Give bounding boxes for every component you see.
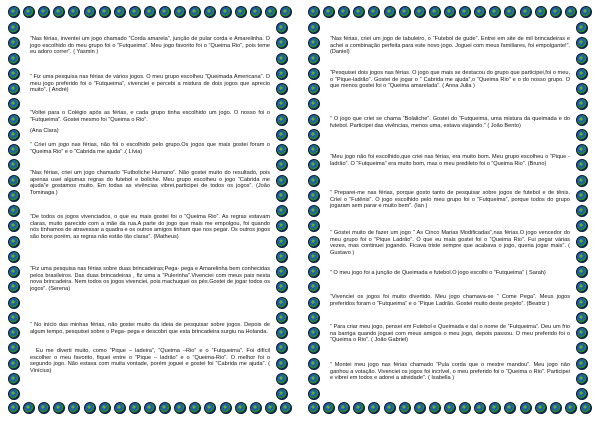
globe-bead-icon — [276, 266, 288, 278]
globe-bead-icon — [520, 402, 532, 414]
globe-bead-icon — [308, 205, 320, 217]
globe-bead-icon — [399, 6, 411, 18]
globe-bead-icon — [159, 402, 171, 414]
globe-bead-icon — [576, 53, 588, 65]
globe-bead-icon — [338, 6, 350, 18]
globe-bead-icon — [576, 114, 588, 126]
globe-bead-icon — [8, 22, 20, 34]
globe-bead-icon — [8, 37, 20, 49]
globe-bead-icon — [8, 159, 20, 171]
globe-bead-icon — [384, 6, 396, 18]
globe-bead-icon — [576, 144, 588, 156]
globe-bead-icon — [8, 266, 20, 278]
paragraph-livia: “ Criei um jogo nas férias, não foi o escolhido pelo grupo.Os jogos que mais gostei foram o “Queima Rio” e o “Cabrida me ajuda” .( Lívia) — [30, 142, 270, 155]
globe-bead-icon — [189, 402, 201, 414]
globe-bead-icon — [276, 220, 288, 232]
right-page — [300, 0, 600, 424]
globe-bead-icon — [308, 297, 320, 309]
globe-bead-icon — [308, 53, 320, 65]
globe-bead-icon — [204, 6, 216, 18]
globe-bead-icon — [8, 402, 20, 414]
globe-bead-icon — [276, 144, 288, 156]
globe-bead-icon — [220, 6, 232, 18]
globe-bead-icon — [8, 281, 20, 293]
globe-bead-icon — [53, 6, 65, 18]
paragraph-joao-tominaga: “Nas férias, criei um jogo chamado “Futboliche Humano”. Não gostei muito do resultado, pois apenas usei algumas regras do futebol e boliche. Meu grupo escolheu o jogo “Cabrida me ajuda”e gostamos muito. Em todas as vivências vibrei,participei de todos os jogos”. (João Tominaga ) — [30, 170, 270, 196]
globe-bead-icon — [550, 402, 562, 414]
globe-bead-icon — [535, 402, 547, 414]
paragraph-joao-gabriel: “ Para criar meu jogo, pensei em Futebol e Queimada e daí o nome de “Futqueima”. Deu um frio na barriga quando joguei com meus amigos o meu jogo, depois passou. O meu preferido foi o “Queima o Rio”. ( João Gabriel) — [330, 324, 570, 344]
globe-bead-icon — [308, 266, 320, 278]
globe-bead-icon — [276, 37, 288, 49]
globe-bead-icon — [8, 373, 20, 385]
globe-bead-icon — [459, 402, 471, 414]
globe-bead-icon — [323, 402, 335, 414]
right-bead-border — [576, 22, 592, 400]
globe-bead-icon — [576, 312, 588, 324]
globe-bead-icon — [308, 98, 320, 110]
globe-bead-icon — [576, 190, 588, 202]
globe-bead-icon — [68, 402, 80, 414]
globe-bead-icon — [276, 53, 288, 65]
globe-bead-icon — [276, 98, 288, 110]
globe-bead-icon — [308, 373, 320, 385]
globe-bead-icon — [276, 358, 288, 370]
globe-bead-icon — [8, 175, 20, 187]
globe-bead-icon — [338, 402, 350, 414]
globe-bead-icon — [174, 6, 186, 18]
globe-bead-icon — [8, 205, 20, 217]
globe-bead-icon — [308, 402, 320, 414]
globe-bead-icon — [235, 402, 247, 414]
globe-bead-icon — [276, 251, 288, 263]
globe-bead-icon — [68, 6, 80, 18]
globe-bead-icon — [276, 175, 288, 187]
globe-bead-icon — [220, 402, 232, 414]
left-bead-border — [8, 22, 24, 400]
globe-bead-icon — [174, 402, 186, 414]
globe-bead-icon — [576, 68, 588, 80]
globe-bead-icon — [144, 6, 156, 18]
globe-bead-icon — [276, 312, 288, 324]
globe-bead-icon — [576, 358, 588, 370]
globe-bead-icon — [353, 6, 365, 18]
globe-bead-icon — [276, 159, 288, 171]
globe-bead-icon — [8, 236, 20, 248]
globe-bead-icon — [8, 297, 20, 309]
globe-bead-icon — [84, 402, 96, 414]
globe-bead-icon — [489, 6, 501, 18]
top-bead-border — [8, 6, 292, 22]
globe-bead-icon — [384, 402, 396, 414]
globe-bead-icon — [368, 6, 380, 18]
globe-bead-icon — [308, 68, 320, 80]
globe-bead-icon — [308, 342, 320, 354]
globe-bead-icon — [444, 6, 456, 18]
globe-bead-icon — [489, 402, 501, 414]
globe-bead-icon — [129, 402, 141, 414]
globe-bead-icon — [414, 402, 426, 414]
globe-bead-icon — [576, 98, 588, 110]
globe-bead-icon — [323, 6, 335, 18]
paragraph-anna-julia: “Pesquisei dois jogos nas férias. O jogo que mais se destacou do grupo que participei,foi o meu, o “Pique-ladrão”. Gostei de jogar o “ Cabrida me ajuda”,o “Queima Rio” e o do nosso grupo. O que menos gostei foi o “Queima amarelada”. ( Anna Julia ) — [330, 70, 570, 90]
globe-bead-icon — [308, 37, 320, 49]
globe-bead-icon — [276, 297, 288, 309]
globe-bead-icon — [580, 402, 592, 414]
globe-bead-icon — [276, 190, 288, 202]
globe-bead-icon — [308, 83, 320, 95]
globe-bead-icon — [550, 6, 562, 18]
globe-bead-icon — [159, 6, 171, 18]
globe-bead-icon — [204, 402, 216, 414]
globe-bead-icon — [308, 6, 320, 18]
globe-bead-icon — [276, 236, 288, 248]
globe-bead-icon — [580, 6, 592, 18]
globe-bead-icon — [576, 83, 588, 95]
left-bead-border — [308, 22, 324, 400]
globe-bead-icon — [520, 6, 532, 18]
globe-bead-icon — [250, 6, 262, 18]
globe-bead-icon — [276, 342, 288, 354]
globe-bead-icon — [8, 129, 20, 141]
globe-bead-icon — [353, 402, 365, 414]
globe-bead-icon — [368, 402, 380, 414]
globe-bead-icon — [8, 342, 20, 354]
globe-bead-icon — [576, 373, 588, 385]
right-bead-border — [276, 22, 292, 400]
paragraph-joao-bento: “ O jogo que criei se chama “Bolaliche”. Gostei do “Futqueima, uma mistura da queimada e do futebol. Participei das vivências, menos uma, estava viajando.” ( João Bento) — [330, 116, 570, 129]
globe-bead-icon — [576, 220, 588, 232]
globe-bead-icon — [308, 220, 320, 232]
paragraph-andre: “ Fiz uma pesquisa nas férias de vários jogos. O meu grupo escolheu “Queimada Americana”. O meu jogo preferido foi o “Futqueima”, vivenciei e percebi a mistura de dois jogos que aprecio muito”. ( André) — [30, 74, 270, 94]
globe-bead-icon — [8, 114, 20, 126]
paragraph-serena: “Fiz uma pesquisa nas férias sobre duas brincadeiras;Pega- pega e Amarelinha bem conhecidas pelos brasileiros. Das duas brincadeiras , fiz uma a “Pulerinha”.Vivenciei com meus pais nesta nova brincadeira. Nem todos os jogos vivenciei, pois machuquei os pés.Gostei de jogar todos os jogos”. (Serena) — [30, 266, 270, 292]
paragraph-yasmin: “Nas férias, inventei um jogo chamado “Corda amarela”, junção de pular corda e Amarelinha. O jogo escolhido do meu grupo foi o “Futqueima”. Meu jogo favorito foi o “Queima Rio”, pois teme eu adoro correr”. ( Yasmin ) — [30, 36, 270, 56]
globe-bead-icon — [38, 6, 50, 18]
globe-bead-icon — [276, 83, 288, 95]
globe-bead-icon — [276, 68, 288, 80]
globe-bead-icon — [235, 6, 247, 18]
bottom-bead-border — [308, 402, 592, 418]
globe-bead-icon — [129, 6, 141, 18]
globe-bead-icon — [308, 388, 320, 400]
globe-bead-icon — [23, 6, 35, 18]
globe-bead-icon — [576, 327, 588, 339]
globe-bead-icon — [276, 205, 288, 217]
globe-bead-icon — [53, 402, 65, 414]
globe-bead-icon — [38, 402, 50, 414]
globe-bead-icon — [308, 190, 320, 202]
paragraph-ian: “ Preparei-me nas férias, porque gosto tanto de pesquisar sobre jogos de futebol e de tênis. Criei o “Futênis”. O jogo escolhido pelo meu grupo foi o “Futqueima”, porque todos do grupo jogaram sem parar e muito bem”. (Ian ) — [330, 190, 570, 210]
globe-bead-icon — [399, 402, 411, 414]
globe-bead-icon — [429, 402, 441, 414]
globe-bead-icon — [144, 402, 156, 414]
globe-bead-icon — [308, 175, 320, 187]
globe-bead-icon — [414, 6, 426, 18]
globe-bead-icon — [276, 281, 288, 293]
globe-bead-icon — [276, 373, 288, 385]
globe-bead-icon — [8, 251, 20, 263]
globe-bead-icon — [276, 114, 288, 126]
paragraph-daniel: “Nas férias, criei um jogo de tabuleiro, o “Futebol de gude”. Entrei em site de mil brincadeiras e achei a combinação perfeita para este novo jogo. Joguei com meus familiares, foi empolgante!”. (Daniel) — [330, 36, 570, 56]
globe-bead-icon — [8, 388, 20, 400]
globe-bead-icon — [8, 327, 20, 339]
globe-bead-icon — [8, 98, 20, 110]
globe-bead-icon — [504, 402, 516, 414]
globe-bead-icon — [23, 402, 35, 414]
globe-bead-icon — [8, 144, 20, 156]
paragraph-vinicius-intro: “ No início das minhas férias, não gostei muito da ideia de pesquisar sobre jogos. Depois de algum tempo, pesquisei sobre o Pega- pega e descobri que esta brincadeira surgiu na Holanda. — [30, 322, 270, 335]
globe-bead-icon — [565, 402, 577, 414]
globe-bead-icon — [535, 6, 547, 18]
globe-bead-icon — [576, 251, 588, 263]
globe-bead-icon — [459, 6, 471, 18]
globe-bead-icon — [84, 6, 96, 18]
globe-bead-icon — [576, 205, 588, 217]
globe-bead-icon — [189, 6, 201, 18]
globe-bead-icon — [308, 159, 320, 171]
globe-bead-icon — [474, 402, 486, 414]
globe-bead-icon — [308, 312, 320, 324]
globe-bead-icon — [576, 37, 588, 49]
globe-bead-icon — [8, 312, 20, 324]
globe-bead-icon — [276, 388, 288, 400]
globe-bead-icon — [308, 129, 320, 141]
globe-bead-icon — [308, 281, 320, 293]
globe-bead-icon — [576, 266, 588, 278]
globe-bead-icon — [576, 22, 588, 34]
globe-bead-icon — [280, 402, 292, 414]
paragraph-beatriz: “Vivenciei os jogos foi muito divertido. Meu jogo chamava-se “ Come Pega”. Meus jogos preferidos foram o “Futqueima” e o “Pique Ladrão. Gostei muito deste projeto”. (Beatriz ) — [330, 294, 570, 307]
globe-bead-icon — [576, 342, 588, 354]
globe-bead-icon — [8, 53, 20, 65]
globe-bead-icon — [276, 327, 288, 339]
globe-bead-icon — [576, 297, 588, 309]
globe-bead-icon — [565, 6, 577, 18]
paragraph-ana-clara: “Voltei para o Colégio após as férias, e cada grupo tinha escolhido um jogo. O nosso foi o “Futqueima”. Gostei mesmo foi “Queima o Rio”. — [30, 110, 270, 123]
paragraph-isabella: “ Montei meu jogo nas férias chamado “Pula corda que o mestre mandou”. Meu jogo não ganhou a votação. Vivenciei os jogos foi incrível, o meu preferido foi o “Queima o Rio”. Participei e vibrei em todos e adorei a atividade”. ( Isabella ) — [330, 362, 570, 382]
globe-bead-icon — [308, 358, 320, 370]
globe-bead-icon — [576, 236, 588, 248]
bottom-bead-border — [8, 402, 292, 418]
left-page-content — [30, 30, 270, 398]
paragraph-bruno: “Meu jogo não foi escolhido,que criei nas férias, era muito bom. Meu grupo escolheu o “Pique - ladrão”. O “Futqueima” era muito bom, mas o meu predileto foi o “Queima Rio”. (Bruno) — [330, 154, 570, 167]
globe-bead-icon — [308, 144, 320, 156]
globe-bead-icon — [308, 22, 320, 34]
globe-bead-icon — [99, 402, 111, 414]
globe-bead-icon — [8, 190, 20, 202]
paragraph-ana-clara-signature: (Ana Clara) — [30, 128, 59, 134]
globe-bead-icon — [576, 388, 588, 400]
globe-bead-icon — [276, 129, 288, 141]
right-page-content — [330, 30, 570, 398]
globe-bead-icon — [576, 175, 588, 187]
globe-bead-icon — [99, 6, 111, 18]
paragraph-gustavo: “ Gostei muito de fazer um jogo “ As Cinco Marias Modificadas”,nas férias.O jogo vencedor do meu grupo foi o “Pique Ladrão”. O que eu mais gostei foi o “Queima Rio”. Fui pegar várias vezes, mas continuei jogando. Ficava triste sempre que acabava o jogo, queria jogar mais”. ( Gustavo ) — [330, 230, 570, 256]
paragraph-vinicius: Eu me diverti muito, como “Pique – ladeira”, “Queima –Rio” e o “Futqueima”. Foi difícil escolher o meu favorito, fiquei entre o “Pique – ladrão” e o “Queima-Rio”. O melhor foi o segundo jogo. Não estava com muita vontade, porém joguei e gostei foi “Cabrida me ajuda”. ( Vinícius) — [30, 348, 270, 374]
globe-bead-icon — [576, 129, 588, 141]
globe-bead-icon — [276, 22, 288, 34]
globe-bead-icon — [474, 6, 486, 18]
paragraph-matheus: “De todos os jogos vivenciados, o que eu mais gostei foi o “Queima Rio”. As regras estavam claras, muito parecido com a mãe da rua.A parte do jogo que mais me empolgou, foi quando nós tínhamos de atravessar a quadra e os outros amigos tinham que nos pegar. Os outros jogos são bons porém, as regras não estão tão claras”. (Matheus) — [30, 214, 270, 240]
globe-bead-icon — [576, 159, 588, 171]
globe-bead-icon — [114, 6, 126, 18]
globe-bead-icon — [8, 358, 20, 370]
globe-bead-icon — [8, 83, 20, 95]
globe-bead-icon — [250, 402, 262, 414]
globe-bead-icon — [8, 68, 20, 80]
globe-bead-icon — [308, 114, 320, 126]
globe-bead-icon — [280, 6, 292, 18]
globe-bead-icon — [265, 6, 277, 18]
globe-bead-icon — [308, 327, 320, 339]
globe-bead-icon — [8, 6, 20, 18]
globe-bead-icon — [265, 402, 277, 414]
globe-bead-icon — [308, 236, 320, 248]
globe-bead-icon — [429, 6, 441, 18]
globe-bead-icon — [444, 402, 456, 414]
paragraph-sarah: “ O meu jogo foi a junção de Queimada e futebol.O jogo escolhi o “Futqueima” ( Sarah) — [330, 270, 546, 276]
globe-bead-icon — [8, 220, 20, 232]
top-bead-border — [308, 6, 592, 22]
globe-bead-icon — [308, 251, 320, 263]
globe-bead-icon — [114, 402, 126, 414]
globe-bead-icon — [576, 281, 588, 293]
globe-bead-icon — [504, 6, 516, 18]
